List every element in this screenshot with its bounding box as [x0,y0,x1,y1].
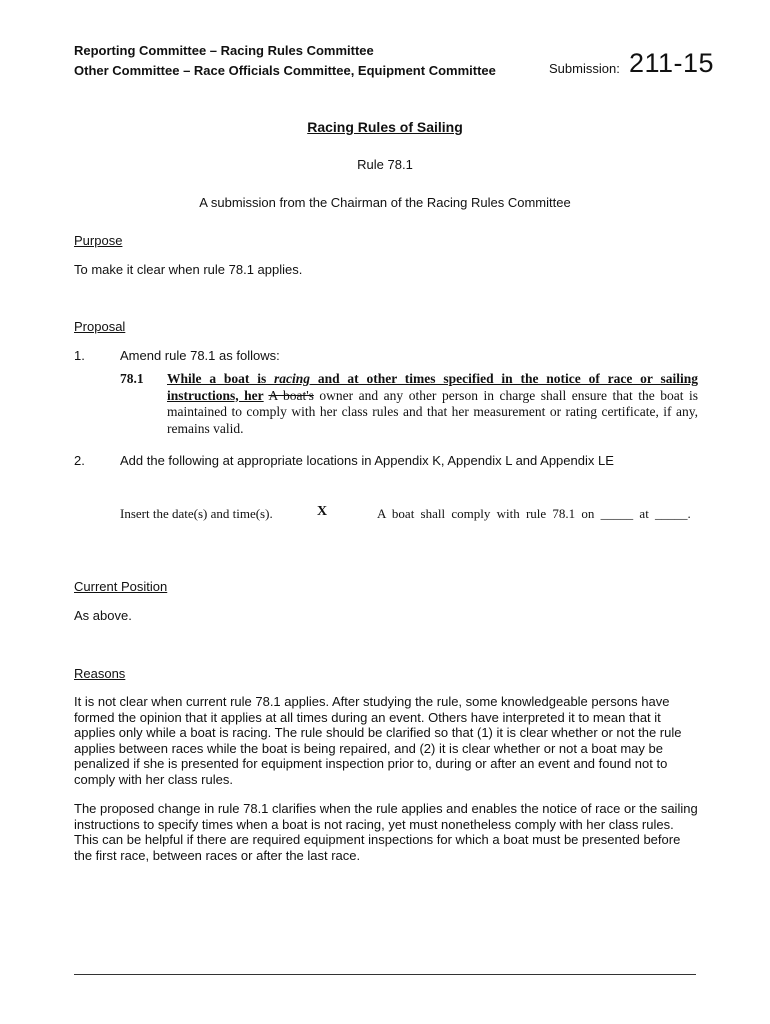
proposal-item-2-number: 2. [74,453,85,468]
amended-rule-text [167,371,698,437]
reasons-heading: Reasons [74,666,126,681]
appendix-instruction: Insert the date(s) and time(s). [120,506,273,521]
submitted-by: A submission from the Chairman of the Racing Rules Committee [199,195,571,210]
current-position-heading: Current Position [74,579,168,594]
reporting-committee: Reporting Committee – Racing Rules Committee [74,43,374,58]
footer-divider [74,974,696,975]
purpose-heading: Purpose [74,233,123,248]
remaining-text: owner and any other person in charge shall ensure that the boat is maintained to comply with her class rules and that her measurement or rating certificate, if any, remains valid. [167,387,699,436]
reasons-paragraph-1: It is not clear when current rule 78.1 applies. After studying the rule, some knowledgeable persons have formed the opinion that it applies at all times during an event. Others have interpreted it to mean that it applies only while a boat is racing. The rule should be clarified so that (1) it is clear whether or not the rule applies between races while the boat is being repaired, and (2) it is clear whether or not a boat may be penalized if she is presented for equipment inspection prior to, during or after an event and found not to comply with her class rules. [74,694,682,787]
appendix-text: A boat shall comply with rule 78.1 on _____ at _____. [377,506,691,521]
current-position-text: As above. [74,608,132,623]
deleted-text: A boat's [268,387,314,403]
document-title: Racing Rules of Sailing [307,119,463,135]
proposal-item-1-number: 1. [74,348,85,363]
submission-label: Submission: [549,61,620,76]
inserted-text-suffix: and at other times specified in the notice of race or sailing instructions, her [167,371,698,403]
inserted-text-italic: racing [274,371,311,386]
reasons-paragraph-2: The proposed change in rule 78.1 clarifies when the rule applies and enables the notice of race or the sailing instructions to specify times when a boat is not racing, yet must nonetheless comply with her class rules. This can be helpful if there are required equipment inspections for which a boat must be presented before the first race, between races or after the last race. [74,801,698,863]
appendix-mark: X [317,504,328,519]
purpose-text: To make it clear when rule 78.1 applies. [74,262,303,277]
rule-label: Rule 78.1 [357,157,413,172]
proposal-item-1-text: Amend rule 78.1 as follows: [120,348,280,363]
amended-rule-number: 78.1 [120,371,144,386]
other-committee: Other Committee – Race Officials Committee, Equipment Committee [74,63,496,78]
proposal-item-2-text: Add the following at appropriate locations in Appendix K, Appendix L and Appendix LE [120,453,614,468]
inserted-text-prefix: While a boat is [167,371,275,386]
submission-number: 211-15 [629,48,715,78]
proposal-heading: Proposal [74,319,126,334]
